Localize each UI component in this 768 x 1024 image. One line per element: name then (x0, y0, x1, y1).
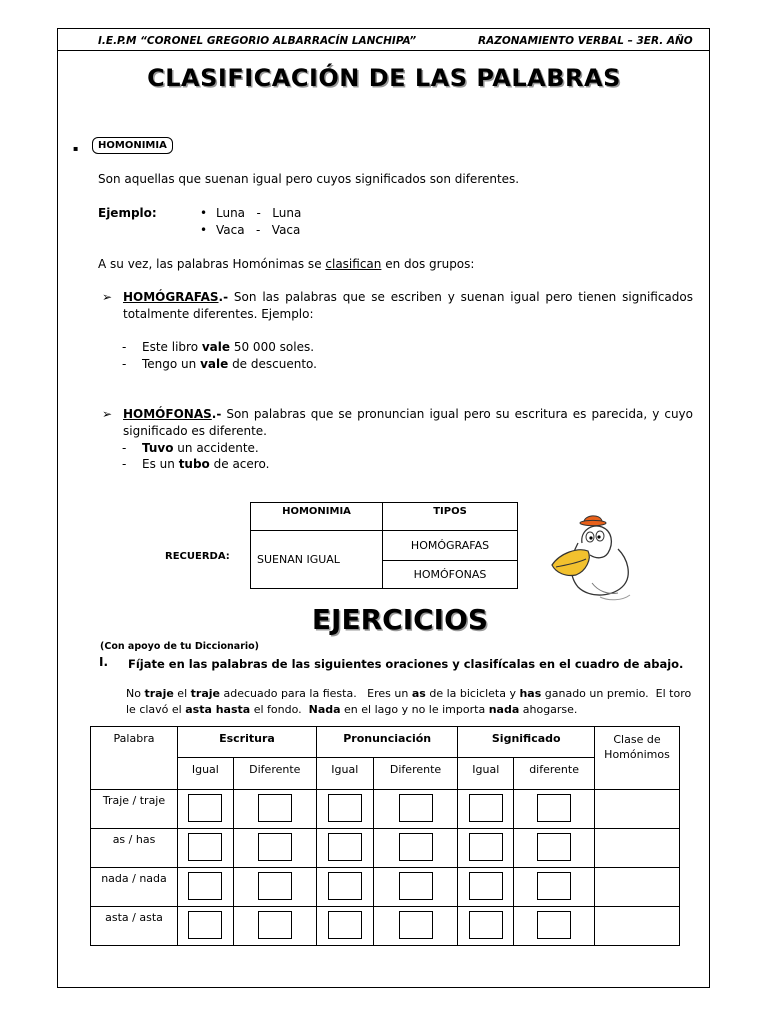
arrow-bullet-icon: ➢ (102, 290, 113, 304)
answer-checkbox[interactable] (258, 794, 292, 822)
answer-cell (316, 790, 373, 829)
answer-checkbox[interactable] (469, 794, 503, 822)
answer-cell (458, 790, 514, 829)
recuerda-suenan-igual: SUENAN IGUAL (251, 531, 383, 589)
dash-icon: - (122, 340, 127, 354)
header-escritura: Escritura (178, 727, 317, 758)
answer-cell (178, 829, 234, 868)
header-palabra: Palabra (91, 727, 178, 790)
answer-cell (233, 907, 316, 946)
homonimia-label: HOMONIMIA (92, 137, 173, 154)
clase-answer-cell[interactable] (595, 790, 680, 829)
sentence-text: de la bicicleta y (425, 687, 520, 700)
answer-checkbox[interactable] (328, 794, 362, 822)
dash-icon: - (122, 441, 127, 455)
answer-checkbox[interactable] (537, 833, 571, 861)
school-name: I.E.P.M “CORONEL GREGORIO ALBARRACÍN LANCHIPA” (98, 35, 417, 47)
answer-checkbox[interactable] (537, 794, 571, 822)
header-pronunciacion: Pronunciación (316, 727, 458, 758)
answer-checkbox[interactable] (399, 794, 433, 822)
subheader-cell: Igual (178, 757, 234, 790)
sentence-keyword: nada (488, 703, 520, 716)
arrow-bullet-icon: ➢ (102, 407, 113, 421)
answer-cell (514, 907, 595, 946)
sentence-text: el (173, 687, 191, 700)
sentence-keyword: Nada (308, 703, 341, 716)
sentence-text: el fondo. (250, 703, 309, 716)
answer-cell (458, 868, 514, 907)
word-pair-cell: as / has (91, 829, 178, 868)
homofonas-example: Tuvo un accidente. (142, 441, 259, 455)
answer-checkbox[interactable] (328, 911, 362, 939)
recuerda-table (250, 502, 518, 589)
example-item: Luna - Luna (216, 206, 302, 220)
answer-checkbox[interactable] (399, 872, 433, 900)
answer-cell (373, 868, 458, 907)
answer-cell (373, 907, 458, 946)
course-name: RAZONAMIENTO VERBAL – 3ER. AÑO (478, 35, 693, 47)
homonimia-definition: Son aquellas que suenan igual pero cuyos significados son diferentes. (98, 172, 520, 186)
answer-cell (178, 868, 234, 907)
table-row (91, 790, 680, 829)
answer-checkbox[interactable] (258, 833, 292, 861)
answer-checkbox[interactable] (258, 872, 292, 900)
answer-checkbox[interactable] (537, 872, 571, 900)
homografas-example: Este libro vale 50 000 soles. (142, 340, 315, 354)
answer-checkbox[interactable] (188, 833, 222, 861)
answer-cell (178, 907, 234, 946)
answer-cell (233, 790, 316, 829)
answer-cell (458, 829, 514, 868)
answer-checkbox[interactable] (188, 872, 222, 900)
sentence-text: en el lago y no le importa (340, 703, 489, 716)
header-significado: Significado (458, 727, 595, 758)
answer-cell (514, 868, 595, 907)
answer-cell (233, 868, 316, 907)
ejercicios-title: EJERCICIOS (311, 603, 489, 636)
answer-cell (458, 907, 514, 946)
homografas-example: Tengo un vale de descuento. (142, 357, 317, 371)
answer-checkbox[interactable] (469, 911, 503, 939)
sentence-keyword: traje (144, 687, 174, 700)
answer-checkbox[interactable] (328, 833, 362, 861)
word-pair-cell: nada / nada (91, 868, 178, 907)
dictionary-note: (Con apoyo de tu Diccionario) (100, 641, 260, 652)
sentence-keyword: has (519, 687, 542, 700)
answer-cell (316, 868, 373, 907)
sentence-text: ahogarse. (519, 703, 578, 716)
answer-cell (373, 790, 458, 829)
stray-mark-icon: ▪ (73, 144, 79, 153)
exercise-number: I. (99, 655, 109, 669)
answer-cell (316, 907, 373, 946)
duck-mascot-image (548, 513, 640, 605)
table-row (91, 907, 680, 946)
table-row (91, 868, 680, 907)
bullet-icon: • (200, 223, 208, 237)
recuerda-col-tipos: TIPOS (383, 503, 518, 531)
recuerda-col-homonimia: HOMONIMIA (251, 503, 383, 531)
subheader-cell: diferente (514, 757, 595, 790)
exercise-instruction: Fíjate en las palabras de las siguientes oraciones y clasifícalas en el cuadro de abajo. (128, 657, 684, 671)
answer-checkbox[interactable] (399, 911, 433, 939)
recuerda-type-homografas: HOMÓGRAFAS (383, 531, 518, 561)
classification-table (90, 726, 680, 946)
header-rule (57, 50, 710, 51)
answer-checkbox[interactable] (188, 794, 222, 822)
homofonas-example: Es un tubo de acero. (142, 457, 270, 471)
answer-checkbox[interactable] (258, 911, 292, 939)
answer-checkbox[interactable] (399, 833, 433, 861)
clase-answer-cell[interactable] (595, 868, 680, 907)
bullet-icon: • (200, 206, 208, 220)
answer-cell (514, 829, 595, 868)
answer-cell (373, 829, 458, 868)
answer-cell (514, 790, 595, 829)
exercise-sentence (126, 686, 696, 718)
word-pair-cell: asta / asta (91, 907, 178, 946)
header-clase: Clase de Homónimos (595, 727, 680, 790)
subheader-cell: Igual (316, 757, 373, 790)
clase-answer-cell[interactable] (595, 829, 680, 868)
answer-checkbox[interactable] (469, 872, 503, 900)
answer-checkbox[interactable] (188, 911, 222, 939)
subheader-cell: Igual (458, 757, 514, 790)
example-label: Ejemplo: (98, 206, 157, 220)
clase-answer-cell[interactable] (595, 907, 680, 946)
table-row (91, 829, 680, 868)
subheader-cell: Diferente (373, 757, 458, 790)
homofonas-paragraph: HOMÓFONAS.- Son palabras que se pronuncian igual pero su escritura es parecida, y cuyo significado es diferente. (123, 407, 693, 438)
answer-cell (233, 829, 316, 868)
sentence-keyword: as (411, 687, 426, 700)
example-item: Vaca - Vaca (216, 223, 301, 237)
answer-checkbox[interactable] (537, 911, 571, 939)
answer-cell (316, 829, 373, 868)
recuerda-type-homofonas: HOMÓFONAS (383, 561, 518, 589)
subheader-cell: Diferente (233, 757, 316, 790)
word-pair-cell: Traje / traje (91, 790, 178, 829)
sentence-text: ganado un premio. El toro le clavó el (126, 687, 695, 716)
answer-checkbox[interactable] (328, 872, 362, 900)
sentence-text: adecuado para la fiesta. Eres un (219, 687, 412, 700)
dash-icon: - (122, 457, 127, 471)
recuerda-label: RECUERDA: (165, 551, 230, 562)
sentence-text: No (126, 687, 145, 700)
page-title: CLASIFICACIÓN DE LAS PALABRAS (147, 64, 621, 92)
answer-cell (178, 790, 234, 829)
sentence-keyword: traje (190, 687, 220, 700)
groups-intro: A su vez, las palabras Homónimas se clasifican en dos grupos: (98, 257, 475, 271)
answer-checkbox[interactable] (469, 833, 503, 861)
homografas-paragraph: HOMÓGRAFAS.- Son las palabras que se escriben y suenan igual pero tienen significados totalmente diferentes. Ejemplo: (123, 290, 693, 321)
dash-icon: - (122, 357, 127, 371)
sentence-keyword: asta hasta (185, 703, 251, 716)
